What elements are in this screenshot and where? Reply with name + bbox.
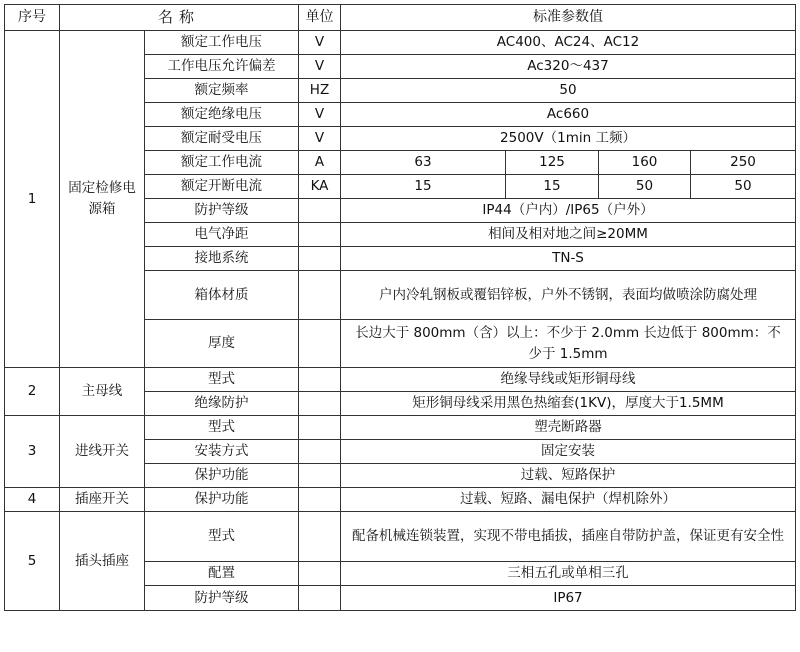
param-name: 安装方式 [144, 439, 299, 464]
param-name: 额定频率 [144, 78, 299, 103]
group-number: 4 [4, 487, 60, 512]
param-value: 过载、短路保护 [340, 463, 796, 488]
param-unit: KA [298, 174, 341, 199]
group-name: 固定检修电源箱 [59, 30, 145, 368]
param-unit [298, 270, 341, 320]
param-value-cell: 50 [690, 174, 796, 199]
param-value: IP67 [340, 585, 796, 611]
param-name: 保护功能 [144, 463, 299, 488]
param-name: 厚度 [144, 319, 299, 368]
param-value: 三相五孔或单相三孔 [340, 561, 796, 586]
param-value-cell: 125 [505, 150, 599, 175]
group-number: 5 [4, 511, 60, 611]
param-unit [298, 319, 341, 368]
param-name: 型式 [144, 367, 299, 392]
param-unit [298, 246, 341, 271]
param-unit: V [298, 54, 341, 79]
param-value: 户内冷轧钢板或覆铝锌板，户外不锈钢，表面均做喷涂防腐处理 [340, 270, 796, 320]
group-number: 3 [4, 415, 60, 488]
param-value: 配备机械连锁装置，实现不带电插拔，插座自带防护盖，保证更有安全性 [340, 511, 796, 562]
param-value: 2500V（1min 工频） [340, 126, 796, 151]
param-value: 绝缘导线或矩形铜母线 [340, 367, 796, 392]
param-name: 配置 [144, 561, 299, 586]
param-name: 保护功能 [144, 487, 299, 512]
param-value-cell: 250 [690, 150, 796, 175]
param-value: IP44（户内）/IP65（户外） [340, 198, 796, 223]
header-unit: 单位 [298, 4, 341, 31]
header-value: 标准参数值 [340, 4, 796, 31]
group-name: 主母线 [59, 367, 145, 416]
param-name: 箱体材质 [144, 270, 299, 320]
param-unit: A [298, 150, 341, 175]
param-name: 防护等级 [144, 585, 299, 611]
param-value-cell: 63 [340, 150, 506, 175]
param-name: 接地系统 [144, 246, 299, 271]
param-unit: V [298, 102, 341, 127]
param-name: 防护等级 [144, 198, 299, 223]
param-name: 型式 [144, 511, 299, 562]
param-value-cell: 160 [598, 150, 691, 175]
spec-table [4, 4, 795, 646]
param-unit [298, 367, 341, 392]
param-name: 额定工作电压 [144, 30, 299, 55]
param-unit: V [298, 30, 341, 55]
group-number: 1 [4, 30, 60, 368]
param-value: Ac320～437 [340, 54, 796, 79]
param-value: 塑壳断路器 [340, 415, 796, 440]
param-unit [298, 463, 341, 488]
group-name: 进线开关 [59, 415, 145, 488]
group-name: 插座开关 [59, 487, 145, 512]
group-number: 2 [4, 367, 60, 416]
header-no: 序号 [4, 4, 60, 31]
param-value: 固定安装 [340, 439, 796, 464]
param-unit [298, 487, 341, 512]
param-value: 矩形铜母线采用黑色热缩套(1KV)，厚度大于1.5MM [340, 391, 796, 416]
param-name: 工作电压允许偏差 [144, 54, 299, 79]
param-value: AC400、AC24、AC12 [340, 30, 796, 55]
param-name: 额定绝缘电压 [144, 102, 299, 127]
param-value: 50 [340, 78, 796, 103]
param-name: 型式 [144, 415, 299, 440]
param-unit [298, 415, 341, 440]
param-unit: HZ [298, 78, 341, 103]
param-value-cell: 15 [340, 174, 506, 199]
param-unit [298, 439, 341, 464]
param-unit [298, 391, 341, 416]
param-value-cell: 50 [598, 174, 691, 199]
param-value: Ac660 [340, 102, 796, 127]
param-name: 电气净距 [144, 222, 299, 247]
param-value: 长边大于 800mm（含）以上：不少于 2.0mm 长边低于 800mm：不少于 1.5mm [340, 319, 796, 368]
param-value: TN-S [340, 246, 796, 271]
param-unit [298, 585, 341, 611]
param-name: 额定耐受电压 [144, 126, 299, 151]
param-unit [298, 222, 341, 247]
header-name: 名称 [59, 4, 299, 31]
param-value-cell: 15 [505, 174, 599, 199]
param-unit [298, 511, 341, 562]
param-unit: V [298, 126, 341, 151]
group-name: 插头插座 [59, 511, 145, 611]
param-value: 过载、短路、漏电保护（焊机除外） [340, 487, 796, 512]
param-unit [298, 198, 341, 223]
param-value: 相间及相对地之间≥20MM [340, 222, 796, 247]
param-name: 额定工作电流 [144, 150, 299, 175]
param-name: 额定开断电流 [144, 174, 299, 199]
param-unit [298, 561, 341, 586]
param-name: 绝缘防护 [144, 391, 299, 416]
